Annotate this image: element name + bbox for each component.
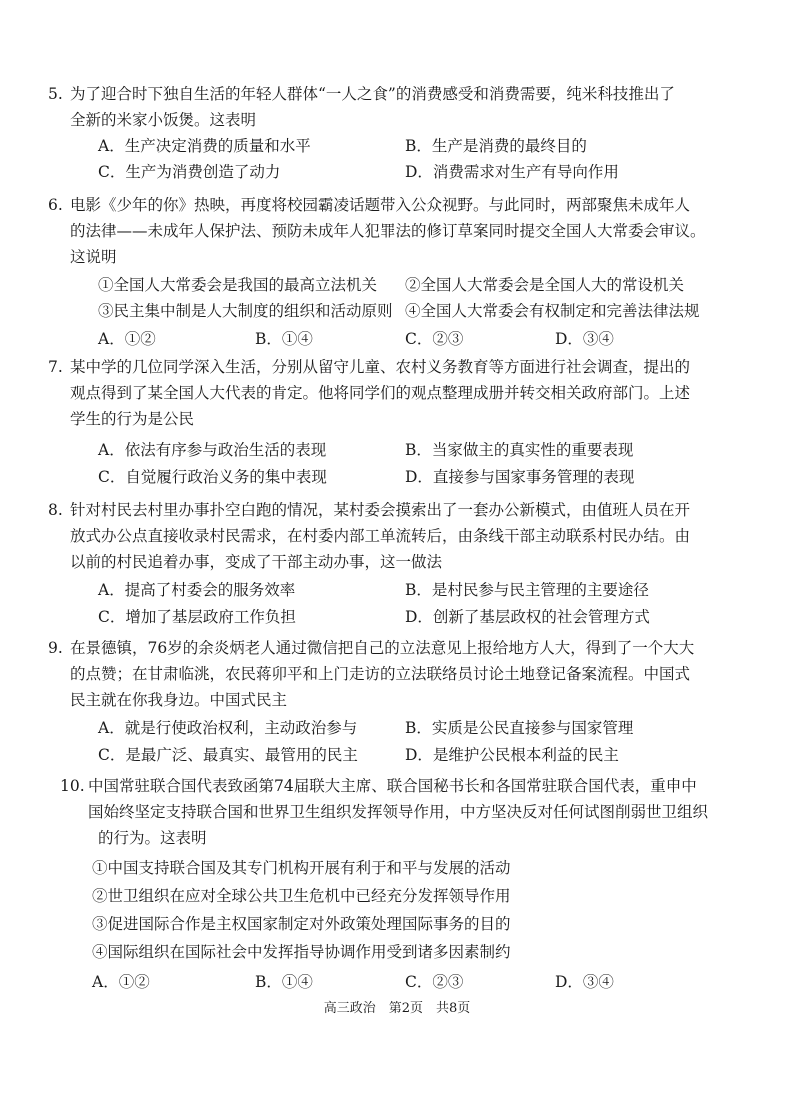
question-number: 7. [48,358,63,376]
option-b: B．当家做主的真实性的重要表现 [405,441,634,459]
statement-1: ①中国支持联合国及其专门机构开展有利于和平与发展的活动 [92,859,511,877]
option-d: D．是维护公民根本利益的民主 [405,746,619,764]
option-a: A．提高了村委会的服务效率 [98,581,296,599]
question-stem-line: 学生的行为是公民 [70,410,195,428]
question-stem-line: 放式办公点直接收录村民需求，在村委内部工单流转后，由条线干部主动联系村民办结。由 [70,527,691,545]
option-c: C．②③ [405,330,464,348]
option-c: C．是最广泛、最真实、最管用的民主 [98,746,358,764]
statement-2: ②世卫组织在应对全球公共卫生危机中已经充分发挥领导作用 [92,887,511,905]
option-c: C．增加了基层政府工作负担 [98,608,296,626]
question-stem-line: 电影《少年的你》热映，再度将校园霸凌话题带入公众视野。与此同时，两部聚焦未成年人 [70,196,691,214]
question-number: 9. [48,639,63,657]
option-d: D．直接参与国家事务管理的表现 [405,468,635,486]
statement-4: ④全国人大常委会有权制定和完善法律法规 [405,302,700,320]
question-stem-line: 的法律——未成年人保护法、预防未成年人犯罪法的修订草案同时提交全国人大常委会审议。 [70,222,706,240]
question-stem-line: 中国常驻联合国代表致函第74届联大主席、联合国秘书长和各国常驻联合国代表，重申中 [88,777,697,795]
question-number: 5. [48,85,63,103]
statement-3: ③促进国际合作是主权国家制定对外政策处理国际事务的目的 [92,915,511,933]
page-footer: 高三政治 第2页 共8页 [323,1001,471,1016]
option-d: D．创新了基层政权的社会管理方式 [405,608,650,626]
option-b: B．①④ [255,973,313,991]
option-d: D．③④ [555,330,614,348]
question-stem-line: 的点赞；在甘肃临洮，农民蒋卯平和上门走访的立法联络员讨论土地登记备案流程。中国式 [70,665,691,683]
question-stem-line: 这说明 [70,248,117,266]
option-b: B．是村民参与民主管理的主要途径 [405,581,649,599]
statement-1: ①全国人大常委会是我国的最高立法机关 [98,276,378,294]
option-b: B．生产是消费的最终目的 [405,137,587,155]
question-number: 10. [60,777,85,795]
option-b: B．实质是公民直接参与国家管理 [405,719,634,737]
option-a: A．生产决定消费的质量和水平 [98,137,311,155]
option-c: C．②③ [405,973,464,991]
option-b: B．①④ [255,330,313,348]
statement-4: ④国际组织在国际社会中发挥指导协调作用受到诸多因素制约 [92,943,511,961]
question-stem-line: 在景德镇，76岁的余炎炳老人通过微信把自己的立法意见上报给地方人大，得到了一个大大 [70,639,695,657]
question-stem-line: 全新的米家小饭煲。这表明 [70,111,257,129]
option-d: D．③④ [555,973,614,991]
question-stem-line: 观点得到了某全国人大代表的肯定。他将同学们的观点整理成册并转交相关政府部门。上述 [70,384,691,402]
question-stem-line: 某中学的几位同学深入生活，分别从留守儿童、农村义务教育等方面进行社会调查，提出的 [70,358,691,376]
option-c: C．自觉履行政治义务的集中表现 [98,468,327,486]
question-number: 8. [48,501,63,519]
question-stem-line: 针对村民去村里办事扑空白跑的情况，某村委会摸索出了一套办公新模式，由值班人员在开 [70,501,691,519]
option-a: A．就是行使政治权利，主动政治参与 [98,719,358,737]
question-stem-line: 的行为。这表明 [98,829,207,847]
option-a: A．依法有序参与政治生活的表现 [98,441,327,459]
question-stem-line: 以前的村民追着办事，变成了干部主动办事，这一做法 [70,553,443,571]
option-a: A．①② [98,330,156,348]
statement-3: ③民主集中制是人大制度的组织和活动原则 [98,302,393,320]
question-stem-line: 民主就在你我身边。中国式民主 [70,691,288,709]
option-c: C．生产为消费创造了动力 [98,163,281,181]
question-stem-line: 为了迎合时下独自生活的年轻人群体“一人之食”的消费感受和消费需要，纯米科技推出了 [70,85,675,103]
option-a: A．①② [92,973,150,991]
statement-2: ②全国人大常委会是全国人大的常设机关 [405,276,685,294]
question-stem-line: 国始终坚定支持联合国和世界卫生组织发挥领导作用，中方坚决反对任何试图削弱世卫组织 [88,803,709,821]
question-number: 6. [48,196,63,214]
option-d: D．消费需求对生产有导向作用 [405,163,619,181]
